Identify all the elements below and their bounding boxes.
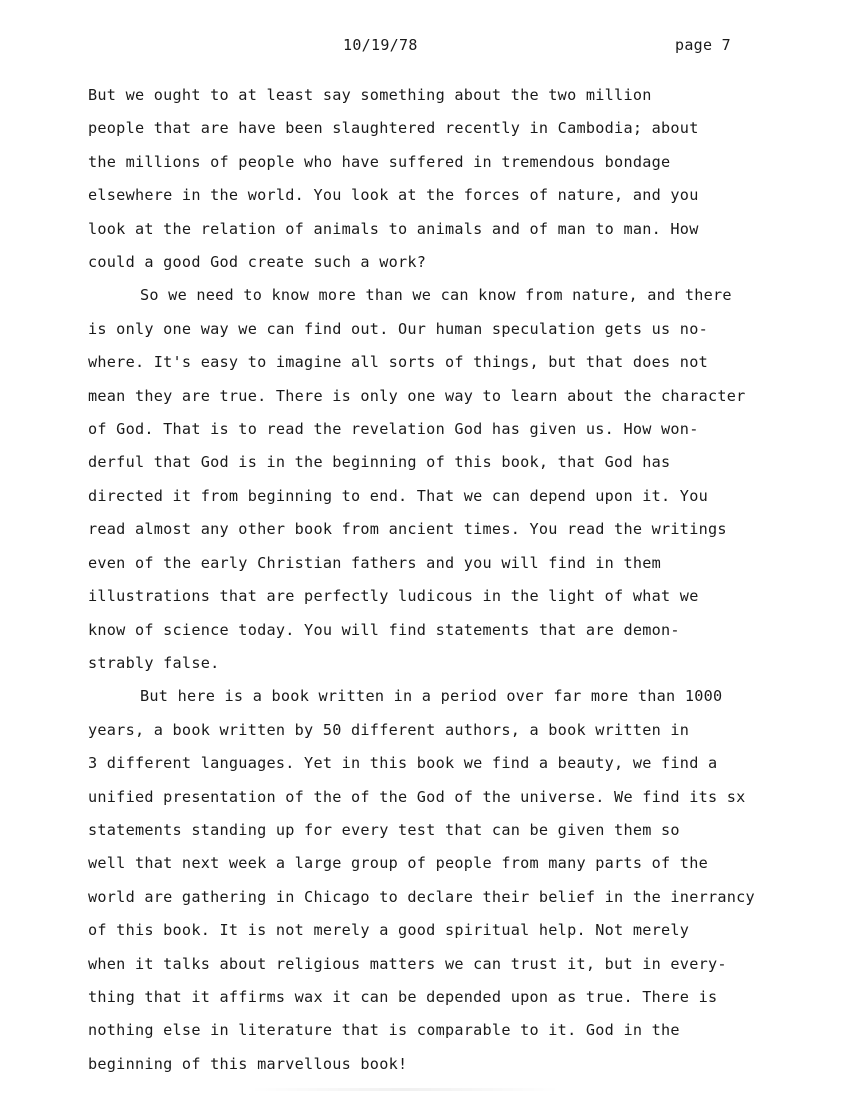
text-line: nothing else in literature that is comparable to it. God in the (88, 1021, 680, 1040)
text-line: beginning of this marvellous book! (88, 1054, 408, 1073)
page-number: page 7 (675, 36, 731, 54)
text-line: could a good God create such a work? (88, 253, 427, 272)
text-line: people that are have been slaughtered recently in Cambodia; about (88, 119, 699, 138)
text-line: thing that it affirms wax it can be depended upon as true. There is (88, 987, 718, 1006)
text-line: when it talks about religious matters we can trust it, but in every- (88, 954, 727, 973)
text-line: strably false. (88, 653, 220, 672)
text-line: So we need to know more than we can know from nature, and there (140, 286, 732, 305)
text-line: unified presentation of the of the God of the universe. We find its sx (88, 787, 746, 806)
text-line: well that next week a large group of people from many parts of the (88, 854, 708, 873)
text-line: where. It's easy to imagine all sorts of things, but that does not (88, 353, 708, 372)
text-line: directed it from beginning to end. That we can depend upon it. You (88, 486, 708, 505)
text-line: years, a book written by 50 different authors, a book written in (88, 720, 690, 739)
text-line: 3 different languages. Yet in this book we find a beauty, we find a (88, 754, 718, 773)
text-line: But here is a book written in a period over far more than 1000 (140, 687, 723, 706)
text-line: know of science today. You will find statements that are demon- (88, 620, 680, 639)
text-line: illustrations that are perfectly ludicous in the light of what we (88, 587, 699, 606)
header-date: 10/19/78 (343, 36, 418, 54)
document-body (88, 79, 845, 1081)
text-line: world are gathering in Chicago to declare their belief in the inerrancy (88, 887, 755, 906)
scan-smudge (250, 1088, 560, 1091)
text-line: is only one way we can find out. Our human speculation gets us no- (88, 319, 708, 338)
text-line: derful that God is in the beginning of this book, that God has (88, 453, 671, 472)
text-line: read almost any other book from ancient times. You read the writings (88, 520, 727, 539)
text-line: But we ought to at least say something about the two million (88, 86, 652, 104)
text-line: statements standing up for every test that can be given them so (88, 820, 680, 839)
text-line: mean they are true. There is only one way to learn about the character (88, 386, 746, 405)
text-line: even of the early Christian fathers and you will find in them (88, 553, 662, 572)
text-line: look at the relation of animals to animals and of man to man. How (88, 219, 699, 238)
text-line: of God. That is to read the revelation God has given us. How won- (88, 420, 699, 439)
text-line: the millions of people who have suffered in tremendous bondage (88, 152, 671, 171)
text-line: of this book. It is not merely a good spiritual help. Not merely (88, 921, 690, 940)
text-line: elsewhere in the world. You look at the forces of nature, and you (88, 186, 699, 205)
